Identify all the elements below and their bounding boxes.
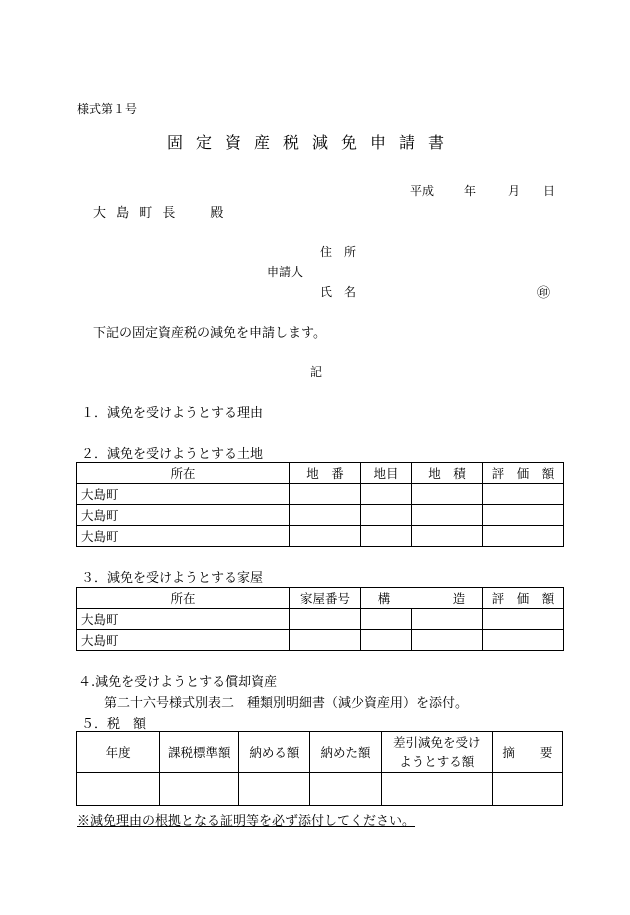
fiscal-year-cell[interactable] xyxy=(77,773,160,806)
section3-heading: ３．減免を受けようとする家屋 xyxy=(81,571,264,586)
seal-mark: ㊞ xyxy=(537,286,551,301)
header-tax-base: 課税標準額 xyxy=(160,732,239,773)
applicant-label: 申請人 xyxy=(267,265,304,279)
address-label: 住 所 xyxy=(320,245,357,259)
area-cell[interactable] xyxy=(412,505,483,526)
house-table xyxy=(76,587,564,651)
header-house-number: 家屋番号 xyxy=(290,588,361,609)
land-category-cell[interactable] xyxy=(361,484,412,505)
valuation-cell[interactable] xyxy=(483,630,564,651)
tax-table-header xyxy=(77,732,563,773)
tax-table xyxy=(76,731,563,806)
header-amount-due: 納める額 xyxy=(239,732,310,773)
area-cell[interactable] xyxy=(412,484,483,505)
header-location: 所在 xyxy=(77,463,290,484)
footnote: ※減免理由の根拠となる証明等を必ず添付してください。 xyxy=(77,814,416,829)
table-row xyxy=(77,773,563,806)
header-amount-paid: 納めた額 xyxy=(310,732,381,773)
header-land-category: 地目 xyxy=(361,463,412,484)
header-reduction-amount xyxy=(381,732,492,773)
location-cell[interactable]: 大島町 xyxy=(77,609,290,630)
land-table xyxy=(76,462,564,547)
house-number-cell[interactable] xyxy=(290,609,361,630)
amount-due-cell[interactable] xyxy=(239,773,310,806)
header-area: 地 積 xyxy=(412,463,483,484)
table-row xyxy=(77,484,564,505)
table-row xyxy=(77,505,564,526)
section5-heading: ５．税 額 xyxy=(81,717,147,732)
structure-cell[interactable] xyxy=(412,630,483,651)
structure-cell[interactable] xyxy=(412,609,483,630)
date-day: 日 xyxy=(543,184,556,198)
tax-base-cell[interactable] xyxy=(160,773,239,806)
location-cell[interactable]: 大島町 xyxy=(77,630,290,651)
header-valuation: 評 価 額 xyxy=(483,588,564,609)
house-number-cell[interactable] xyxy=(290,630,361,651)
header-fiscal-year: 年度 xyxy=(77,732,160,773)
land-category-cell[interactable] xyxy=(361,526,412,547)
table-row xyxy=(77,630,564,651)
header-reduction-line1: 差引減免を受け xyxy=(392,735,481,750)
remarks-cell[interactable] xyxy=(492,773,562,806)
name-label: 氏 名 xyxy=(320,285,357,299)
form-title: 固定資産税減免申請書 xyxy=(167,133,458,152)
land-table-header xyxy=(77,463,564,484)
valuation-cell[interactable] xyxy=(483,526,564,547)
area-cell[interactable] xyxy=(412,526,483,547)
section4-heading: ４.減免を受けようとする償却資産 xyxy=(78,675,278,690)
header-remarks: 摘 要 xyxy=(492,732,562,773)
valuation-cell[interactable] xyxy=(483,505,564,526)
header-location: 所在 xyxy=(77,588,290,609)
date-month: 月 xyxy=(508,184,521,198)
structure-cell[interactable] xyxy=(361,609,412,630)
table-row xyxy=(77,609,564,630)
house-table-header xyxy=(77,588,564,609)
lot-number-cell[interactable] xyxy=(290,484,361,505)
valuation-cell[interactable] xyxy=(483,484,564,505)
land-category-cell[interactable] xyxy=(361,505,412,526)
header-valuation: 評 価 額 xyxy=(483,463,564,484)
addressee: 大 島 町 長 殿 xyxy=(93,206,227,221)
location-cell[interactable]: 大島町 xyxy=(77,505,290,526)
location-cell[interactable]: 大島町 xyxy=(77,526,290,547)
valuation-cell[interactable] xyxy=(483,609,564,630)
section1-heading: １．減免を受けようとする理由 xyxy=(81,406,264,421)
lot-number-cell[interactable] xyxy=(290,526,361,547)
amount-paid-cell[interactable] xyxy=(310,773,381,806)
header-structure: 構 造 xyxy=(361,588,483,609)
date-era: 平成 xyxy=(410,184,435,198)
reduction-amount-cell[interactable] xyxy=(381,773,492,806)
header-reduction-line2: ようとする額 xyxy=(399,754,475,769)
section4-note: 第二十六号様式別表二 種類別明細書（減少資産用）を添付。 xyxy=(104,696,469,711)
date-year: 年 xyxy=(464,184,477,198)
form-number: 様式第１号 xyxy=(77,102,138,116)
ki-mark: 記 xyxy=(310,365,323,379)
location-cell[interactable]: 大島町 xyxy=(77,484,290,505)
lot-number-cell[interactable] xyxy=(290,505,361,526)
statement: 下記の固定資産税の減免を申請します。 xyxy=(93,326,326,341)
structure-cell[interactable] xyxy=(361,630,412,651)
table-row xyxy=(77,526,564,547)
section2-heading: ２．減免を受けようとする土地 xyxy=(81,447,264,462)
header-lot-number: 地 番 xyxy=(290,463,361,484)
